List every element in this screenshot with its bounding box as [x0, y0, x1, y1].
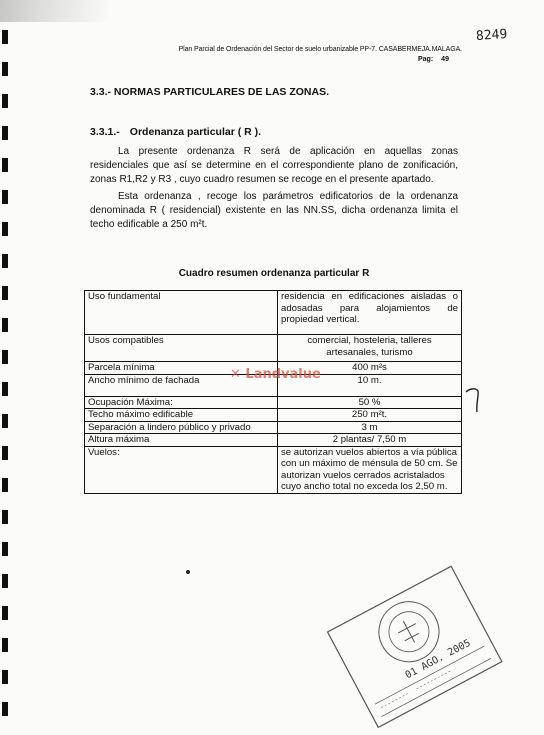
scan-shadow	[0, 0, 110, 22]
table-cell-value: 3 m	[278, 421, 462, 434]
watermark-text: Landvalue	[245, 367, 321, 382]
table-cell-value: se autorizan vuelos abiertos a vía pública con un máximo de ménsula de 50 cm. Se autorizan vuelos cerrados acristalados cuyo ancho total no exceda los 2,50 m.	[278, 446, 462, 493]
table-cell-key: Usos compatibles	[85, 335, 278, 362]
table-row	[85, 396, 462, 409]
table-cell-value: comercial, hosteleria, talleres artesanales, turismo	[278, 335, 462, 362]
table-cell-key: Parcela mínima	[85, 362, 278, 375]
watermark-logo: ✕ Landvalue	[230, 367, 321, 382]
paragraph-2: Esta ordenanza , recoge los parámetros edificatorios de la ordenanza denominada R ( residencial) existente en las NN.SS, dicha ordenanza limita el techo edificable a 250 m²t.	[90, 191, 458, 230]
table-cell-value: 250 m²t.	[278, 409, 462, 422]
paragraph-1: La presente ordenanza R será de aplicación en aquellas zonas residenciales que así se determine en el correspondiente plano de zonificación, zonas R1,R2 y R3 , cuyo cuadro resumen se recoge en el presente apartado.	[90, 146, 458, 185]
official-stamp-icon	[326, 560, 506, 730]
page-number	[418, 56, 462, 63]
table-row	[85, 421, 462, 434]
table-cell-value: 400 m²s	[278, 362, 462, 375]
subsection-title	[90, 126, 261, 138]
document-header: Plan Parcial de Ordenación del Sector de suelo urbanizable PP-7. CASABERMEJA.MALAGA.	[178, 46, 462, 53]
table-row	[85, 446, 462, 493]
table-cell-key: Altura máxima	[85, 434, 278, 447]
binder-holes	[2, 0, 16, 735]
page-value: 49	[441, 56, 449, 63]
table-row	[85, 434, 462, 447]
table-cell-key: Vuelos:	[85, 446, 278, 493]
stamp-date: 01 AGO. 2005	[403, 637, 473, 682]
table-cell-key: Separación a lindero público y privado	[85, 421, 278, 434]
table-cell-value: residencia en edificaciones aisladas o adosadas para alojamientos de propiedad vertical.	[278, 291, 462, 335]
handwritten-mark-icon	[462, 385, 484, 415]
table-row	[85, 409, 462, 422]
summary-table	[84, 290, 462, 494]
subsection-number: 3.3.1.-	[90, 126, 120, 138]
handwritten-number: 8249	[475, 26, 508, 45]
table-cell-key: Techo máximo edificable	[85, 409, 278, 422]
table-row	[85, 335, 462, 362]
table-cell-key: Ancho mínimo de fachada	[85, 374, 278, 396]
table-cell-value: 50 %	[278, 396, 462, 409]
table-title: Cuadro resumen ordenanza particular R	[178, 268, 370, 279]
table-cell-key: Uso fundamental	[85, 291, 278, 335]
table-cell-value: 2 plantas/ 7,50 m	[278, 434, 462, 447]
page-label: Pag:	[418, 56, 434, 63]
table-cell-key: Ocupación Máxima:	[85, 396, 278, 409]
table-row	[85, 291, 462, 335]
ink-dot	[186, 570, 190, 574]
table-cell-value: 10 m.	[278, 374, 462, 396]
subsection-name: Ordenanza particular ( R ).	[129, 126, 262, 138]
section-title: 3.3.- NORMAS PARTICULARES DE LAS ZONAS.	[90, 86, 329, 98]
